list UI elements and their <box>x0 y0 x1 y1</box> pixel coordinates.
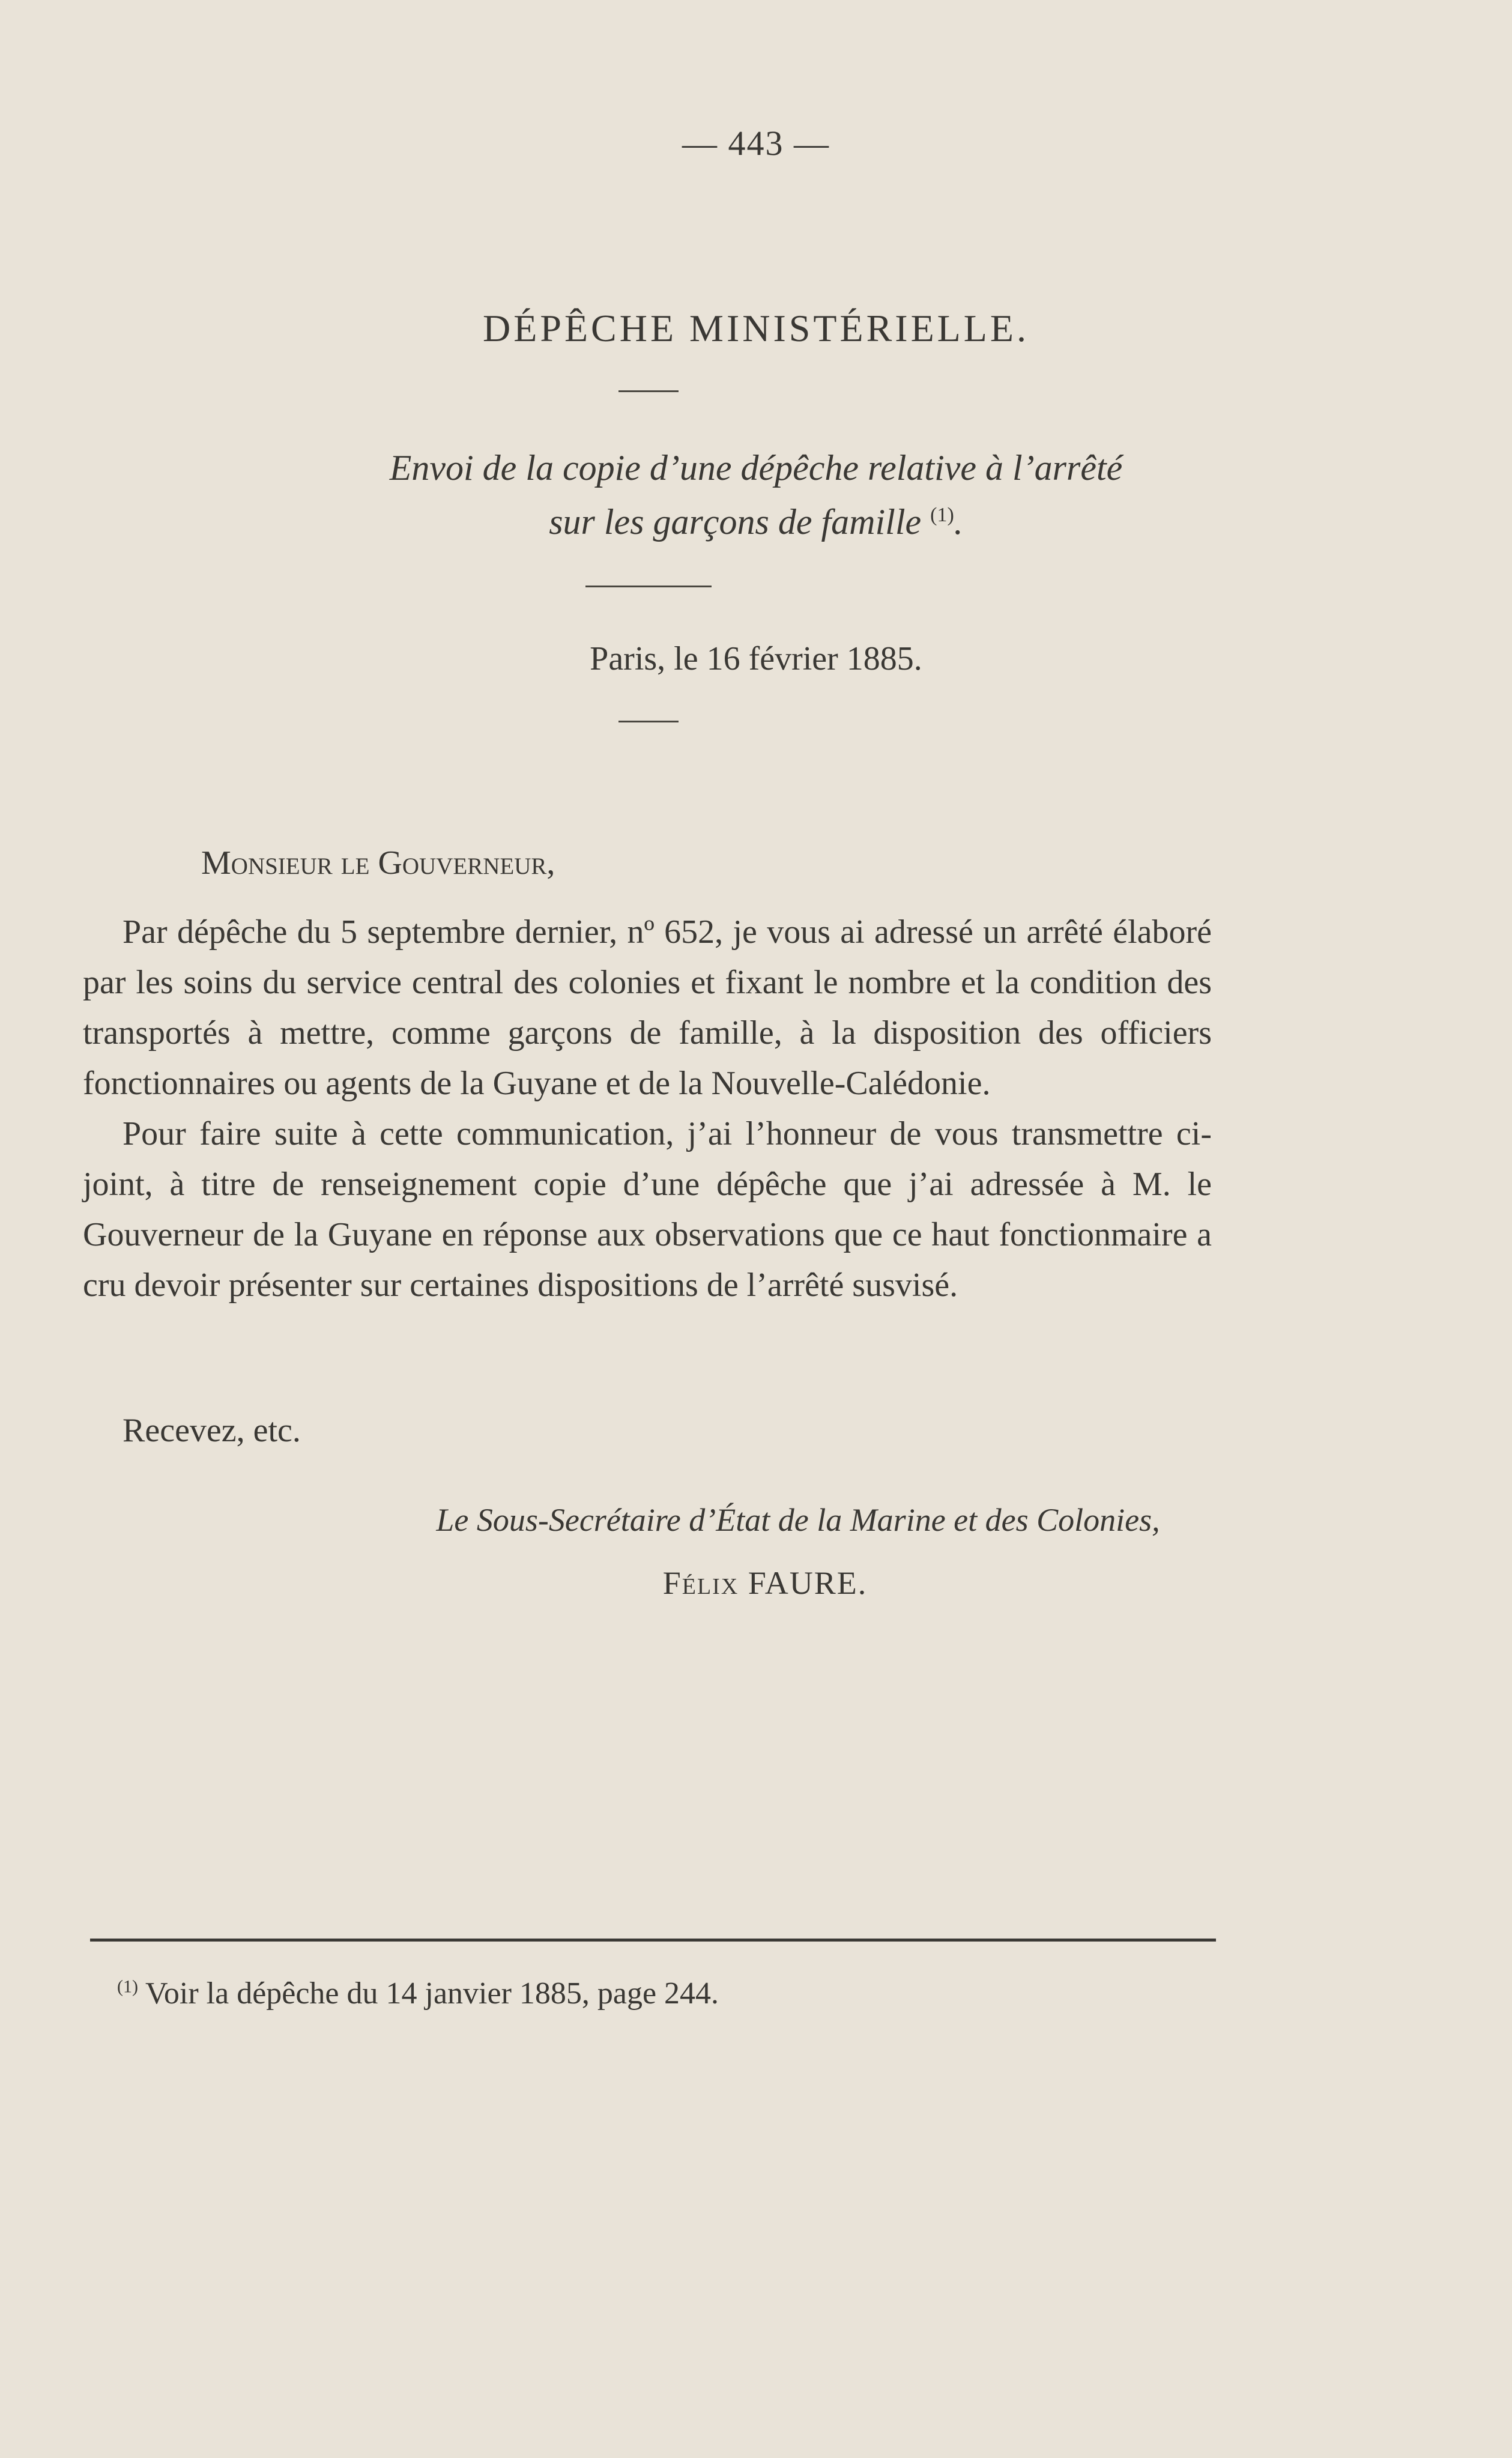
document-title: DÉPÊCHE MINISTÉRIELLE. <box>483 307 1029 350</box>
dateline: Paris, le 16 février 1885. <box>590 640 922 677</box>
page-number: — 443 — <box>682 124 830 163</box>
dateline-rule <box>618 721 679 722</box>
subtitle-line-1-text: Envoi de la copie d’une dépêche relative à l’arrêté <box>389 448 1123 488</box>
footnote <box>117 1976 719 2011</box>
paragraph-1: Par dépêche du 5 septembre dernier, nº 652, je vous ai adressé un arrêté élaboré par les soins du service central des colonies et fixant le nombre et la condition des transportés à mettre, comme garçons de famille, à la disposition des officiers fonctionnaires ou agents de la Guyane et de la Nouvelle-Calédonie. <box>83 913 1212 1102</box>
signatory-name: Félix FAURE. <box>662 1565 868 1601</box>
signatory-title: Le Sous-Secrétaire d’État de la Marine et des Colonies, <box>436 1502 1160 1538</box>
subtitle-line-2 <box>0 501 1512 543</box>
closing-formula: Recevez, etc. <box>122 1412 301 1449</box>
paragraph-2: Pour faire suite à cette communication, j’ai l’honneur de vous transmettre ci-joint, à titre de renseignement copie d’une dépêche que j’ai adressée à M. le Gouverneur de la Guyane en réponse aux observations que ce haut fonctionmaire a cru devoir présenter sur certaines dispositions de l’arrêté susvisé. <box>83 1115 1212 1304</box>
letter-body <box>83 907 1212 1310</box>
subtitle-end: . <box>954 502 963 542</box>
salutation: Monsieur le Gouverneur, <box>201 844 555 882</box>
subtitle-rule <box>585 586 712 587</box>
subtitle-line-1 <box>0 447 1512 489</box>
footnote-marker: (1) <box>117 1976 138 1997</box>
subtitle-footnote-marker: (1) <box>930 504 954 526</box>
title-rule <box>618 390 679 392</box>
footnote-text: Voir la dépêche du 14 janvier 1885, page 244. <box>145 1976 719 2011</box>
subtitle-line-2-text: sur les garçons de famille <box>549 502 922 542</box>
footnote-separator <box>90 1939 1216 1942</box>
